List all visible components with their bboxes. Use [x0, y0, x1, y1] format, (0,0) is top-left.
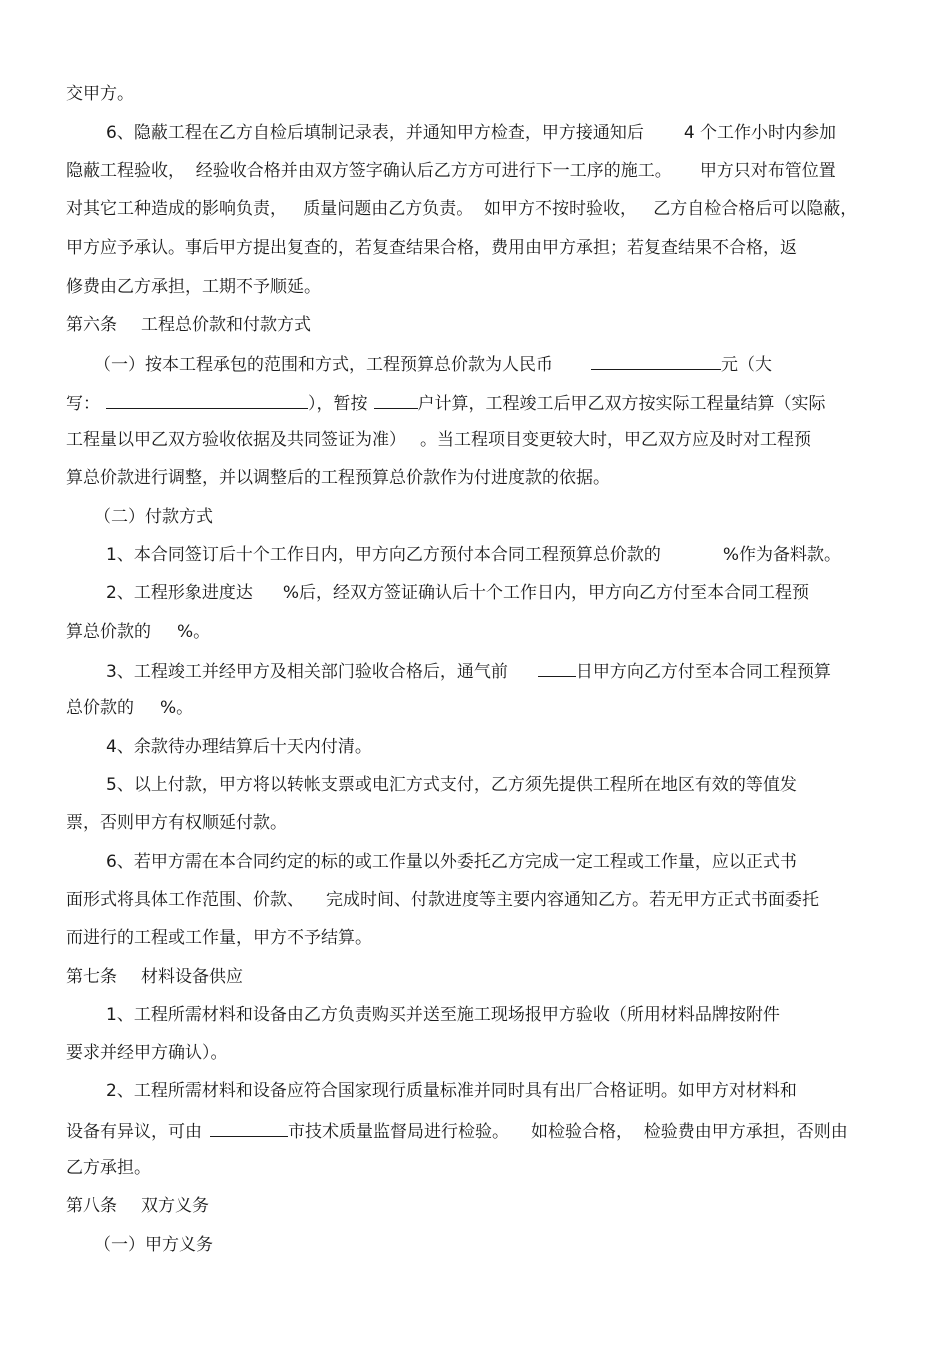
article-6-heading: [66, 317, 311, 334]
paragraph-line: [66, 86, 134, 103]
text-line: 面形式将具体工作范围、价款、: [66, 890, 304, 910]
paragraph-line: [66, 470, 610, 487]
paragraph-line: [66, 163, 836, 180]
paragraph-line: [66, 394, 826, 413]
text-line: 元（大: [721, 355, 772, 375]
text-line: 2、工程形象进度达: [106, 583, 253, 603]
text-line: 算总价款的: [66, 622, 151, 642]
paragraph-line: [66, 240, 797, 257]
paragraph-line: [66, 892, 819, 909]
text-line: %作为备料款。: [722, 545, 841, 565]
text-line: （一）按本工程承包的范围和方式，工程预算总价款为人民币: [94, 355, 553, 375]
paragraph-line: [66, 432, 811, 449]
text-line: 而进行的工程或工作量，甲方不予结算。: [66, 928, 372, 948]
article-8-heading: [66, 1198, 209, 1215]
text-line: 3、工程竣工并经甲方及相关部门验收合格后，通气前: [106, 662, 508, 682]
text-line: 如检验合格， 检验费由甲方承担，否则由: [531, 1122, 848, 1142]
text-line: 对其它工种造成的影响负责， 质量问题由乙方负责。 如甲方不按时验收， 乙方自检合格后可以隐蔽，: [66, 199, 858, 219]
text-line: 4、余款待办理结算后十天内付清。: [106, 737, 372, 757]
text-line: 。当工程项目变更较大时，甲乙双方应及时对工程预: [420, 430, 811, 450]
text-line: 算总价款进行调整，并以调整后的工程预算总价款作为付进度款的依据。: [66, 468, 610, 488]
article-title: 工程总价款和付款方式: [141, 315, 311, 335]
text-line: 设备有异议，可由: [66, 1122, 202, 1142]
blank-line: [374, 394, 418, 409]
blank-line: [538, 662, 576, 677]
text-line: 2、工程所需材料和设备应符合国家现行质量标准并同时具有出厂合格证明。如甲方对材料和: [106, 1081, 797, 1101]
section-title: （一）甲方义务: [94, 1235, 213, 1255]
article-number: 第八条: [66, 1196, 117, 1216]
blank-line: [106, 394, 308, 409]
text-line: 6、若甲方需在本合同约定的标的或工作量以外委托乙方完成一定工程或工作量，应以正式书: [106, 852, 797, 872]
article-title: 双方义务: [141, 1196, 209, 1216]
article-number: 第七条: [66, 967, 117, 987]
paragraph-line: [66, 1122, 848, 1141]
blank-line: [210, 1122, 288, 1137]
paragraph-line: [66, 201, 857, 218]
article-title: 材料设备供应: [141, 967, 243, 987]
payment-item-5: [106, 777, 797, 794]
blank-line: [591, 355, 721, 370]
material-item-2: [106, 1083, 797, 1100]
text-line: 户计算，工程竣工后甲乙双方按实际工程量结算（实际: [417, 394, 826, 414]
payment-item-4: [106, 739, 372, 756]
section-1-total-price: [94, 355, 772, 374]
text-line: 甲方只对布管位置: [699, 161, 836, 181]
article-number: 第六条: [66, 315, 117, 335]
article-7-heading: [66, 969, 243, 986]
text-line: 完成时间、付款进度等主要内容通知乙方。若无甲方正式书面委托: [326, 890, 819, 910]
text-line: 票，否则甲方有权顺延付款。: [66, 813, 287, 833]
paragraph-line: [66, 624, 210, 641]
text-line: 修费由乙方承担，工期不予顺延。: [66, 277, 321, 297]
payment-item-3: [106, 662, 831, 681]
text-line: 乙方承担。: [66, 1158, 151, 1178]
paragraph-line: [66, 1045, 228, 1062]
payment-item-6: [106, 854, 797, 871]
text-line: 隐蔽工程验收， 经验收合格并由双方签字确认后乙方方可进行下一工序的施工。: [66, 161, 672, 181]
clause-6-hidden-works: [106, 125, 836, 142]
text-line: 5、以上付款，甲方将以转帐支票或电汇方式支付，乙方须先提供工程所在地区有效的等值发: [106, 775, 797, 795]
material-item-1: [106, 1007, 780, 1024]
paragraph-line: [66, 279, 321, 296]
paragraph-line: [66, 1160, 151, 1177]
text-line: 4 个工作小时内参加: [683, 123, 837, 143]
paragraph-line: [66, 700, 193, 717]
payment-item-2: [106, 585, 809, 602]
text-line: %。: [160, 698, 194, 718]
paragraph-line: [66, 815, 287, 832]
section-2-payment-method: [94, 509, 213, 526]
text-line: ），暂按: [308, 394, 368, 414]
text-line: 6、隐蔽工程在乙方自检后填制记录表，并通知甲方检查，甲方接通知后: [106, 123, 644, 143]
section-title: （二）付款方式: [94, 507, 213, 527]
text-line: 甲方应予承认。事后甲方提出复查的，若复查结果合格，费用由甲方承担；若复查结果不合格，返: [66, 238, 797, 258]
text-line: 总价款的: [66, 698, 134, 718]
payment-item-1: [106, 547, 841, 564]
paragraph-line: [66, 930, 372, 947]
section-party-a-obligations: [94, 1237, 213, 1254]
text-line: 市技术质量监督局进行检验。: [288, 1122, 509, 1142]
text-line: 1、本合同签订后十个工作日内，甲方向乙方预付本合同工程预算总价款的: [106, 545, 661, 565]
text-line: 写：: [66, 394, 100, 414]
text-line: 交甲方。: [66, 84, 134, 104]
text-line: 工程量以甲乙双方验收依据及共同签证为准）: [66, 430, 406, 450]
text-line: %后，经双方签证确认后十个工作日内，甲方向乙方付至本合同工程预: [282, 583, 809, 603]
text-line: 1、工程所需材料和设备由乙方负责购买并送至施工现场报甲方验收（所用材料品牌按附件: [106, 1005, 780, 1025]
text-line: 要求并经甲方确认）。: [66, 1043, 228, 1063]
text-line: 日甲方向乙方付至本合同工程预算: [575, 662, 831, 682]
text-line: %。: [177, 622, 211, 642]
